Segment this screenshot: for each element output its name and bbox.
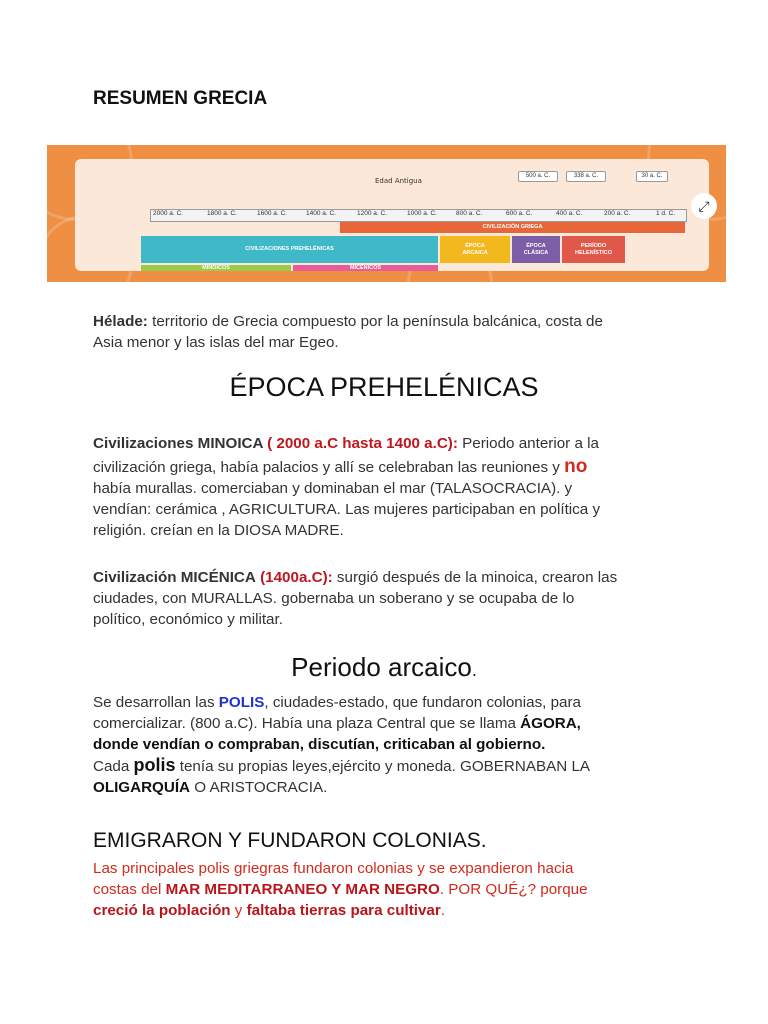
paragraph-micenica <box>93 567 713 630</box>
bar-helenistico: PERÍODO HELENÍSTICO <box>562 236 625 263</box>
tick: 1600 a. C. <box>257 210 287 217</box>
tick: 1200 a. C. <box>357 210 387 217</box>
tick: 1400 a. C. <box>306 210 336 217</box>
minoica-no: no <box>564 456 588 477</box>
minoica-text: civilización griega, había palacios y allí se celebraban las reuniones y <box>93 459 565 476</box>
micenica-dates: (1400a.C): <box>260 569 333 586</box>
tick: 2000 a. C. <box>153 210 183 217</box>
paragraph-helade <box>93 311 693 353</box>
bar-arcaica: ÉPOCA ARCAICA <box>440 236 510 263</box>
minoica-text: religión. creían en la DIOSA MADRE. <box>93 522 344 539</box>
arcaico-text: , ciudades-estado, que fundaron colonias, para <box>264 694 581 711</box>
arcaico-bold-line: donde vendían o compraban, discutían, criticaban al gobierno. <box>93 736 546 753</box>
oligarquia-highlight: OLIGARQUÍA <box>93 779 191 796</box>
arcaico-text: tenía su propias leyes,ejército y moneda. GOBERNABAN LA <box>175 758 591 775</box>
crecio-highlight: creció la población <box>93 902 231 919</box>
tick: 600 a. C. <box>506 210 533 217</box>
micenica-text: surgió después de la minoica, crearon las <box>332 569 618 586</box>
agora-highlight: ÁGORA, <box>520 715 581 732</box>
timeline-ruler <box>150 209 687 222</box>
polis-bold: polis <box>133 755 176 775</box>
marker-500: 500 a. C. <box>518 171 558 182</box>
colonias-text: y <box>230 902 247 919</box>
expand-icon[interactable]: ⤢ <box>691 193 717 219</box>
tick: 800 a. C. <box>456 210 483 217</box>
minoica-label: Civilizaciones MINOICA <box>93 435 263 452</box>
helade-text: territorio de Grecia compuesto por la península balcánica, costa de <box>147 313 603 330</box>
helade-label: Hélade: <box>93 313 148 330</box>
mar-highlight: MAR MEDITARRANEO Y MAR NEGRO <box>165 881 440 898</box>
colonias-text: Las principales polis griegras fundaron colonias y se expandieron hacia <box>93 860 574 877</box>
micenica-text: ciudades, con MURALLAS. gobernaba un soberano y se ocupaba de lo <box>93 590 575 607</box>
colonias-text: . <box>440 902 446 919</box>
polis-highlight: POLIS <box>218 694 265 711</box>
micenica-text: político, económico y militar. <box>93 611 283 628</box>
tick: 1 d. C. <box>656 210 676 217</box>
paragraph-minoica <box>93 433 713 541</box>
arcaico-text: Se desarrollan las <box>93 694 219 711</box>
faltaba-highlight: faltaba tierras para cultivar <box>246 902 441 919</box>
heading-prehelenicas: ÉPOCA PREHELÉNICAS <box>229 372 539 402</box>
bar-prehelenicas: CIVILIZACIONES PREHELÉNICAS <box>141 236 438 263</box>
heading-arcaico-text: Periodo arcaico <box>291 652 472 682</box>
paragraph-colonias <box>93 858 713 921</box>
marker-338: 338 a. C. <box>566 171 606 182</box>
heading-arcaico-dot: . <box>471 660 477 680</box>
minoica-text: Periodo anterior a la <box>457 435 599 452</box>
bar-minoicos: MINOICOS <box>141 265 291 271</box>
timeline-panel <box>75 159 709 271</box>
minoica-text: había murallas. comerciaban y dominaban el mar (TALASOCRACIA). y <box>93 480 573 497</box>
bar-clasica: ÉPOCA CLÁSICA <box>512 236 560 263</box>
minoica-text: vendían: cerámica , AGRICULTURA. Las mujeres participaban en política y <box>93 501 601 518</box>
micenica-label: Civilización MICÉNICA <box>93 569 256 586</box>
heading-colonias: EMIGRARON Y FUNDARON COLONIAS. <box>93 829 487 852</box>
minoica-dates: ( 2000 a.C hasta 1400 a.C): <box>262 435 458 452</box>
helade-text-2: Asia menor y las islas del mar Egeo. <box>93 334 339 351</box>
bar-civilizacion-griega: CIVILIZACIÓN GRIEGA <box>340 222 685 233</box>
arcaico-text: O ARISTOCRACIA. <box>190 779 328 796</box>
tick: 200 a. C. <box>604 210 631 217</box>
bar-micenicos: MICÉNICOS <box>293 265 438 271</box>
timeline-header: Edad Antigua <box>375 177 422 185</box>
timeline-banner <box>47 145 726 282</box>
tick: 1800 a. C. <box>207 210 237 217</box>
document-title: RESUMEN GRECIA <box>93 88 268 109</box>
tick: 1000 a. C. <box>407 210 437 217</box>
heading-arcaico <box>0 652 768 683</box>
arcaico-text: Cada <box>93 758 134 775</box>
paragraph-arcaico <box>93 692 713 798</box>
colonias-text: . POR QUÉ¿? porque <box>439 881 588 898</box>
colonias-text: costas del <box>93 881 166 898</box>
tick: 400 a. C. <box>556 210 583 217</box>
arcaico-text: comercializar. (800 a.C). Había una plaza Central que se llama <box>93 715 521 732</box>
marker-30: 30 a. C. <box>636 171 668 182</box>
